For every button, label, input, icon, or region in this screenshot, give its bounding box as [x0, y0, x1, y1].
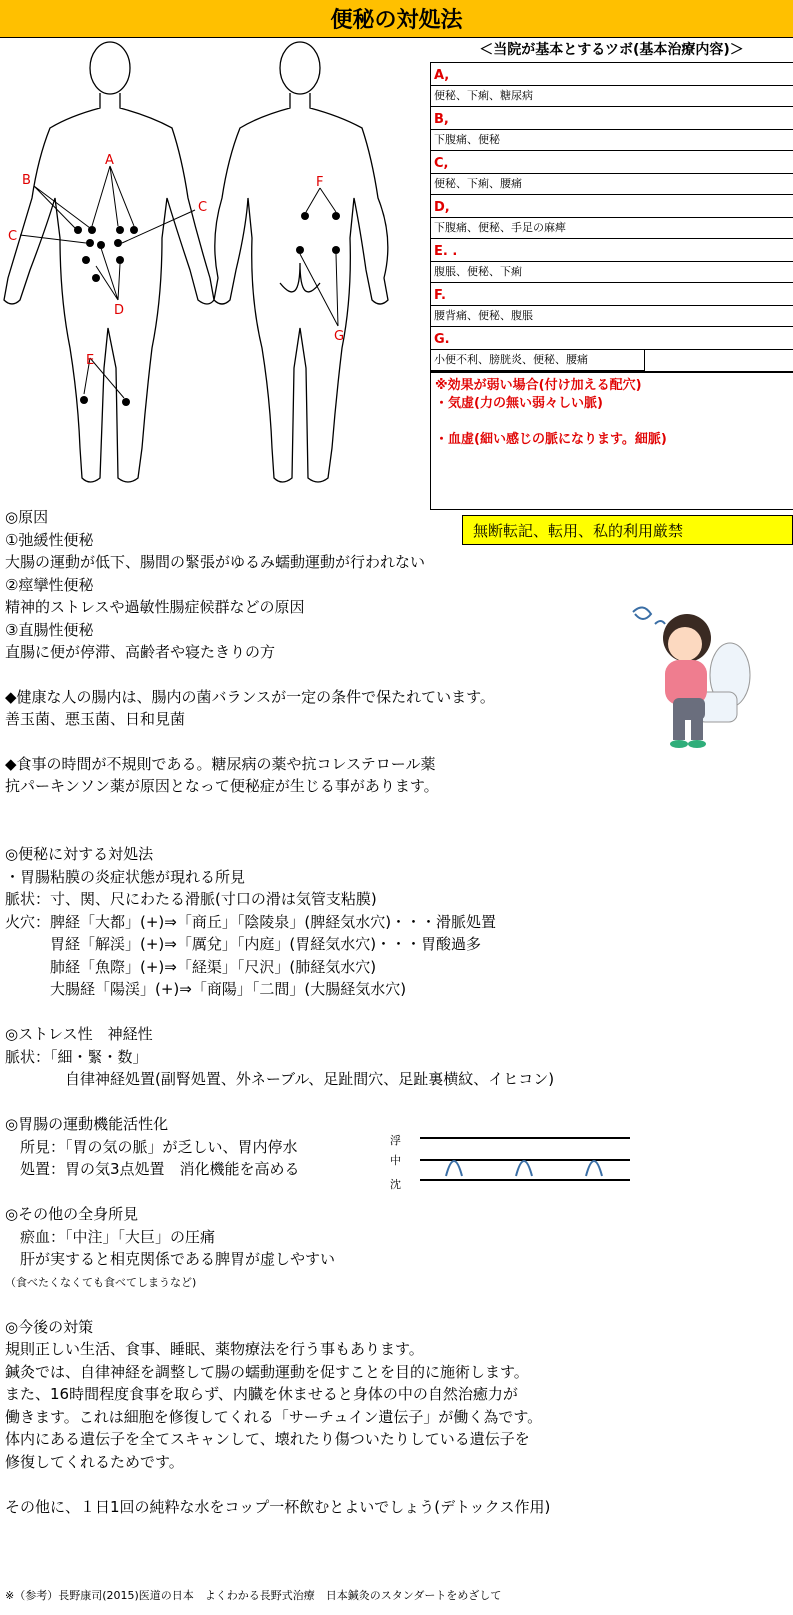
text-line: （食べたくなくても食べてしまうなど) — [5, 1276, 197, 1289]
text-line: 瘀血：「中注」「大巨」の圧痛 — [5, 1228, 216, 1246]
text-line: ◆食事の時間が不規則である。糖尿病の薬や抗コレステロール薬 — [5, 755, 436, 773]
label-a: A — [105, 153, 114, 168]
text-line: 働きます。これは細胞を修復してくれる「サーチュイン遺伝子」が働く為です。 — [5, 1408, 543, 1426]
point-desc: 小便不利、膀胱炎、便秘、腰痛 — [431, 350, 645, 371]
text-line: ③直腸性便秘 — [5, 621, 94, 639]
text-line: 大腸経「陽渓」(+)⇒「商陽」「二間」(大腸経気水穴) — [5, 980, 407, 998]
text-line: 肺経「魚際」(+)⇒「経渠」「尺沢」(肺経気水穴) — [5, 958, 377, 976]
text-line: 火穴：脾経「大都」(+)⇒「商丘」「陰陵泉」(脾経気水穴)・・・滑脈処置 — [5, 913, 497, 931]
point-desc: 下腹痛、便秘 — [431, 130, 793, 151]
text-line: 脈状：「細・緊・数」 — [5, 1048, 148, 1066]
text-line: 肝が実すると相克関係である脾胃が虚しやすい — [5, 1250, 336, 1268]
text-line: ◎胃腸の運動機能活性化 — [5, 1115, 169, 1133]
text-line: 自律神経処置(副腎処置、外ネーブル、足趾間穴、足趾裏横紋、イヒコン) — [5, 1070, 555, 1088]
acupoint-body-figure — [0, 38, 428, 498]
text-line: その他に、１日1回の純粋な水をコップ一杯飲むとよいでしょう(デトックス作用) — [5, 1498, 551, 1516]
label-c-left: C — [8, 229, 18, 244]
point-label: F. — [431, 283, 793, 306]
acupoint-panel — [430, 38, 793, 498]
pulse-label-middle: 中 — [390, 1154, 401, 1167]
text-line: 鍼灸では、自律神経を調整して腸の蠕動運動を促すことを目的に施術します。 — [5, 1363, 529, 1381]
text-line: ◎今後の対策 — [5, 1318, 94, 1336]
label-c-right: C — [198, 200, 208, 215]
text-line: 所見：「胃の気の脈」が乏しい、胃内停水 — [5, 1138, 298, 1156]
label-g: G — [334, 329, 345, 344]
acupoint-table — [430, 62, 793, 372]
constipation-illustration — [625, 600, 755, 750]
text-line: 脈状：寸、関、尺にわたる滑脈(寸口の滑は気管支粘膜) — [5, 890, 377, 908]
text-line: ◆健康な人の腸内は、腸内の菌バランスが一定の条件で保たれています。 — [5, 688, 495, 706]
copyright-warning: 無断転記、転用、私的利用厳禁 — [462, 515, 793, 545]
note-line: ・血虚(細い感じの脈になります。細脈) — [435, 432, 667, 447]
point-desc: 便秘、下痢、腰痛 — [431, 174, 793, 195]
text-line: 精神的ストレスや過敏性腸症候群などの原因 — [5, 598, 305, 616]
reference-line: ※（参考）長野康司(2015)医道の日本 よくわかる長野式治療 日本鍼灸のスタンダートをめざして — [5, 1589, 502, 1602]
point-label: C, — [431, 151, 793, 174]
page-title: 便秘の対処法 — [0, 0, 793, 38]
label-b: B — [22, 173, 31, 188]
text-line: 規則正しい生活、食事、睡眠、薬物療法を行う事もあります。 — [5, 1340, 424, 1358]
text-line: 大腸の運動が低下、腸間の緊張がゆるみ蠕動運動が行われない — [5, 553, 426, 571]
panel-heading: ＜当院が基本とするツボ(基本治療内容)＞ — [479, 42, 744, 58]
text-line: 善玉菌、悪玉菌、日和見菌 — [5, 710, 186, 728]
text-line: 抗パーキンソン薬が原因となって便秘症が生じる事があります。 — [5, 777, 439, 795]
pulse-label-deep: 沈 — [390, 1178, 401, 1191]
text-line: 体内にある遺伝子を全てスキャンして、壊れたり傷ついたりしている遺伝子を — [5, 1430, 530, 1448]
text-line: ◎ストレス性 神経性 — [5, 1025, 153, 1043]
note-line: ※効果が弱い場合(付け加える配穴) — [435, 378, 642, 393]
point-label: B, — [431, 107, 793, 130]
text-line: ◎原因 — [5, 508, 49, 526]
text-line: ◎便秘に対する対処法 — [5, 845, 154, 863]
text-line: ①弛緩性便秘 — [5, 531, 94, 549]
point-desc: 腹脹、便秘、下痢 — [431, 262, 793, 283]
text-line: 修復してくれるためです。 — [5, 1453, 184, 1471]
text-line: ・胃腸粘膜の炎症状態が現れる所見 — [5, 868, 246, 886]
note-line: ・気虚(力の無い弱々しい脈) — [435, 396, 603, 411]
text-line: 処置：胃の気3点処置 消化機能を高める — [5, 1160, 300, 1178]
weak-effect-note — [430, 372, 793, 510]
label-f: F — [316, 175, 324, 190]
pulse-label-surface: 浮 — [390, 1134, 401, 1147]
point-label: E. . — [431, 239, 793, 262]
point-desc: 下腹痛、便秘、手足の麻痺 — [431, 218, 793, 239]
text-line: 直腸に便が停滞、高齢者や寝たきりの方 — [5, 643, 276, 661]
text-line: また、16時間程度食事を取らず、内臓を休ませると身体の中の自然治癒力が — [5, 1385, 518, 1403]
point-label: G. — [431, 327, 793, 350]
label-e: E — [86, 353, 95, 368]
pulse-depth-diagram — [390, 1128, 640, 1198]
label-d: D — [114, 303, 125, 318]
text-line: ◎その他の全身所見 — [5, 1205, 139, 1223]
point-desc: 便秘、下痢、糖尿病 — [431, 86, 793, 107]
text-line: 胃経「解渓」(+)⇒「厲兌」「内庭」(胃経気水穴)・・・胃酸過多 — [5, 935, 482, 953]
point-desc: 腰背痛、便秘、腹脹 — [431, 306, 793, 327]
text-line: ②痙攣性便秘 — [5, 576, 94, 594]
point-label: A, — [431, 63, 793, 86]
point-label: D, — [431, 195, 793, 218]
